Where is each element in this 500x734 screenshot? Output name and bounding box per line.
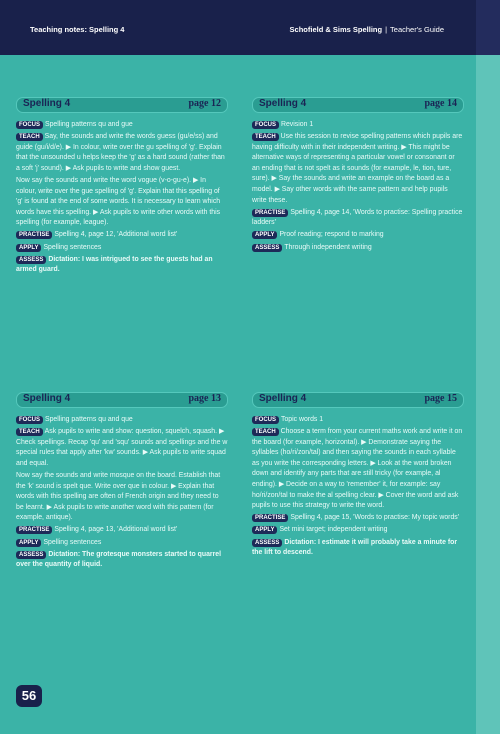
teach-text: Choose a term from your current maths work and write it on the board (for example, horizontal). ▶ Demonstrate saying the syllables (ho/ri/zon/tal) and then saying the sounds in each syllable as you write the corresponding letters. ▶ Look at the word broken down and identify any parts that are still tricky (for example, al ending). ▶ Decide on a way to 'remember' it, for example: say ho/ri/zon/tal to make the al spelling clear. ▶ Cover the word and ask pupils to use this strategy to write the word.	[252, 428, 463, 510]
teach-tag: TEACH	[252, 133, 279, 141]
block-title: Spelling 4	[259, 98, 307, 109]
teach-text-2: Now say the sounds and write mosque on the board. Establish that the 'k' sound is spelt que. Write over que in colour. ▶ Explain that words with this spelling are often of French origin and they need to be learnt. ▶ Ask pupils to write another word with this pattern (for example, antique).	[16, 471, 221, 522]
side-strip	[476, 55, 500, 734]
focus-text: Spelling patterns qu and que	[45, 416, 133, 423]
apply-text: Set mini target; independent writing	[279, 526, 388, 534]
focus-tag: FOCUS	[252, 416, 279, 424]
practise-text: Spelling 4, page 12, 'Additional word list'	[54, 231, 178, 239]
teach-tag: TEACH	[252, 428, 279, 436]
block-header	[252, 392, 464, 408]
apply-tag: APPLY	[252, 526, 277, 534]
focus-tag: FOCUS	[16, 416, 43, 424]
teach-text: Use this session to revise spelling patterns which pupils are having difficulty with in their independent writing. ▶ This might be alternative ways of representing a particular vowel or consonant or an ending that is not spelt as it sounds (for example, le, tion, ture, sure). ▶ Say the sounds and write an example on the board as a model. ▶ Say other words with the same pattern and help pupils write these.	[252, 133, 463, 204]
assess-text: Through independent writing	[284, 243, 372, 251]
header-separator: |	[385, 25, 388, 34]
teach-text: Say, the sounds and write the words guess (gu/e/ss) and guide (gu/i/d/e). ▶ In colour, write over the gu spelling of 'g'. Explain that the unsounded u helps keep the 'g' as a hard sound (rather than a soft 'j' sound). ▶ Ask pupils to write and show guest.	[16, 133, 225, 172]
block-page-13	[16, 392, 228, 572]
assess-tag: ASSESS	[16, 551, 46, 559]
assess-text: Dictation: The grotesque monsters started to quarrel over the quantity of liquid.	[16, 550, 222, 569]
assess-tag: ASSESS	[252, 539, 282, 547]
practise-tag: PRACTISE	[252, 514, 288, 522]
teach-text-2: Now say the sounds and write the word vogue (v-o-gu-e). ▶ In colour, write over the gue spelling of 'g'. Explain that this spelling of 'g' is found at the end of some words. It is necessary to learn which words have this spelling. ▶ Ask pupils to write other words with this spelling (for example, league).	[16, 176, 221, 227]
block-page: page 14	[424, 98, 457, 109]
block-page: page 15	[424, 393, 457, 404]
teach-text: Ask pupils to write and show: question, squelch, squash. ▶ Check spellings. Recap 'qu' and 'squ' sounds and spellings and the w special rules that apply after 'kw' sounds. ▶ Ask pupils to write squad and equal.	[16, 428, 228, 467]
header-sub: Teacher's Guide	[390, 25, 444, 34]
apply-text: Proof reading; respond to marking	[279, 231, 384, 239]
practise-text: Spelling 4, page 15, 'Words to practise: My topic words'	[290, 514, 460, 522]
header-right	[290, 25, 444, 34]
apply-text: Spelling sentences	[43, 243, 102, 251]
apply-tag: APPLY	[252, 231, 277, 239]
practise-tag: PRACTISE	[16, 526, 52, 534]
focus-text: Spelling patterns qu and gue	[45, 121, 133, 128]
assess-tag: ASSESS	[252, 244, 282, 252]
focus-text: Topic words 1	[281, 416, 324, 423]
block-page: page 13	[188, 393, 221, 404]
practise-tag: PRACTISE	[252, 209, 288, 217]
page-header	[0, 0, 500, 55]
block-header	[16, 392, 228, 408]
block-header	[16, 97, 228, 113]
block-page-15	[252, 392, 464, 560]
practise-tag: PRACTISE	[16, 231, 52, 239]
block-page-12	[16, 97, 228, 277]
assess-tag: ASSESS	[16, 256, 46, 264]
apply-text: Spelling sentences	[43, 538, 102, 546]
block-title: Spelling 4	[23, 393, 71, 404]
focus-tag: FOCUS	[16, 121, 43, 129]
assess-text: Dictation: I was intrigued to see the guests had an armed guard.	[16, 255, 213, 274]
apply-tag: APPLY	[16, 244, 41, 252]
teach-tag: TEACH	[16, 428, 43, 436]
corner-strip	[476, 0, 500, 55]
focus-tag: FOCUS	[252, 121, 279, 129]
block-page-14	[252, 97, 464, 255]
assess-text: Dictation: I estimate it will probably take a minute for the lift to descend.	[252, 538, 458, 557]
block-header	[252, 97, 464, 113]
header-brand: Schofield & Sims Spelling	[289, 25, 383, 34]
practise-text: Spelling 4, page 13, 'Additional word list'	[54, 526, 178, 534]
block-title: Spelling 4	[23, 98, 71, 109]
apply-tag: APPLY	[16, 539, 41, 547]
practise-text: Spelling 4, page 14, 'Words to practise: Spelling practice ladders'	[252, 208, 463, 227]
focus-text: Revision 1	[281, 121, 314, 128]
block-page: page 12	[188, 98, 221, 109]
page-number: 56	[16, 685, 42, 707]
header-left: Teaching notes: Spelling 4	[30, 25, 125, 34]
teach-tag: TEACH	[16, 133, 43, 141]
block-title: Spelling 4	[259, 393, 307, 404]
